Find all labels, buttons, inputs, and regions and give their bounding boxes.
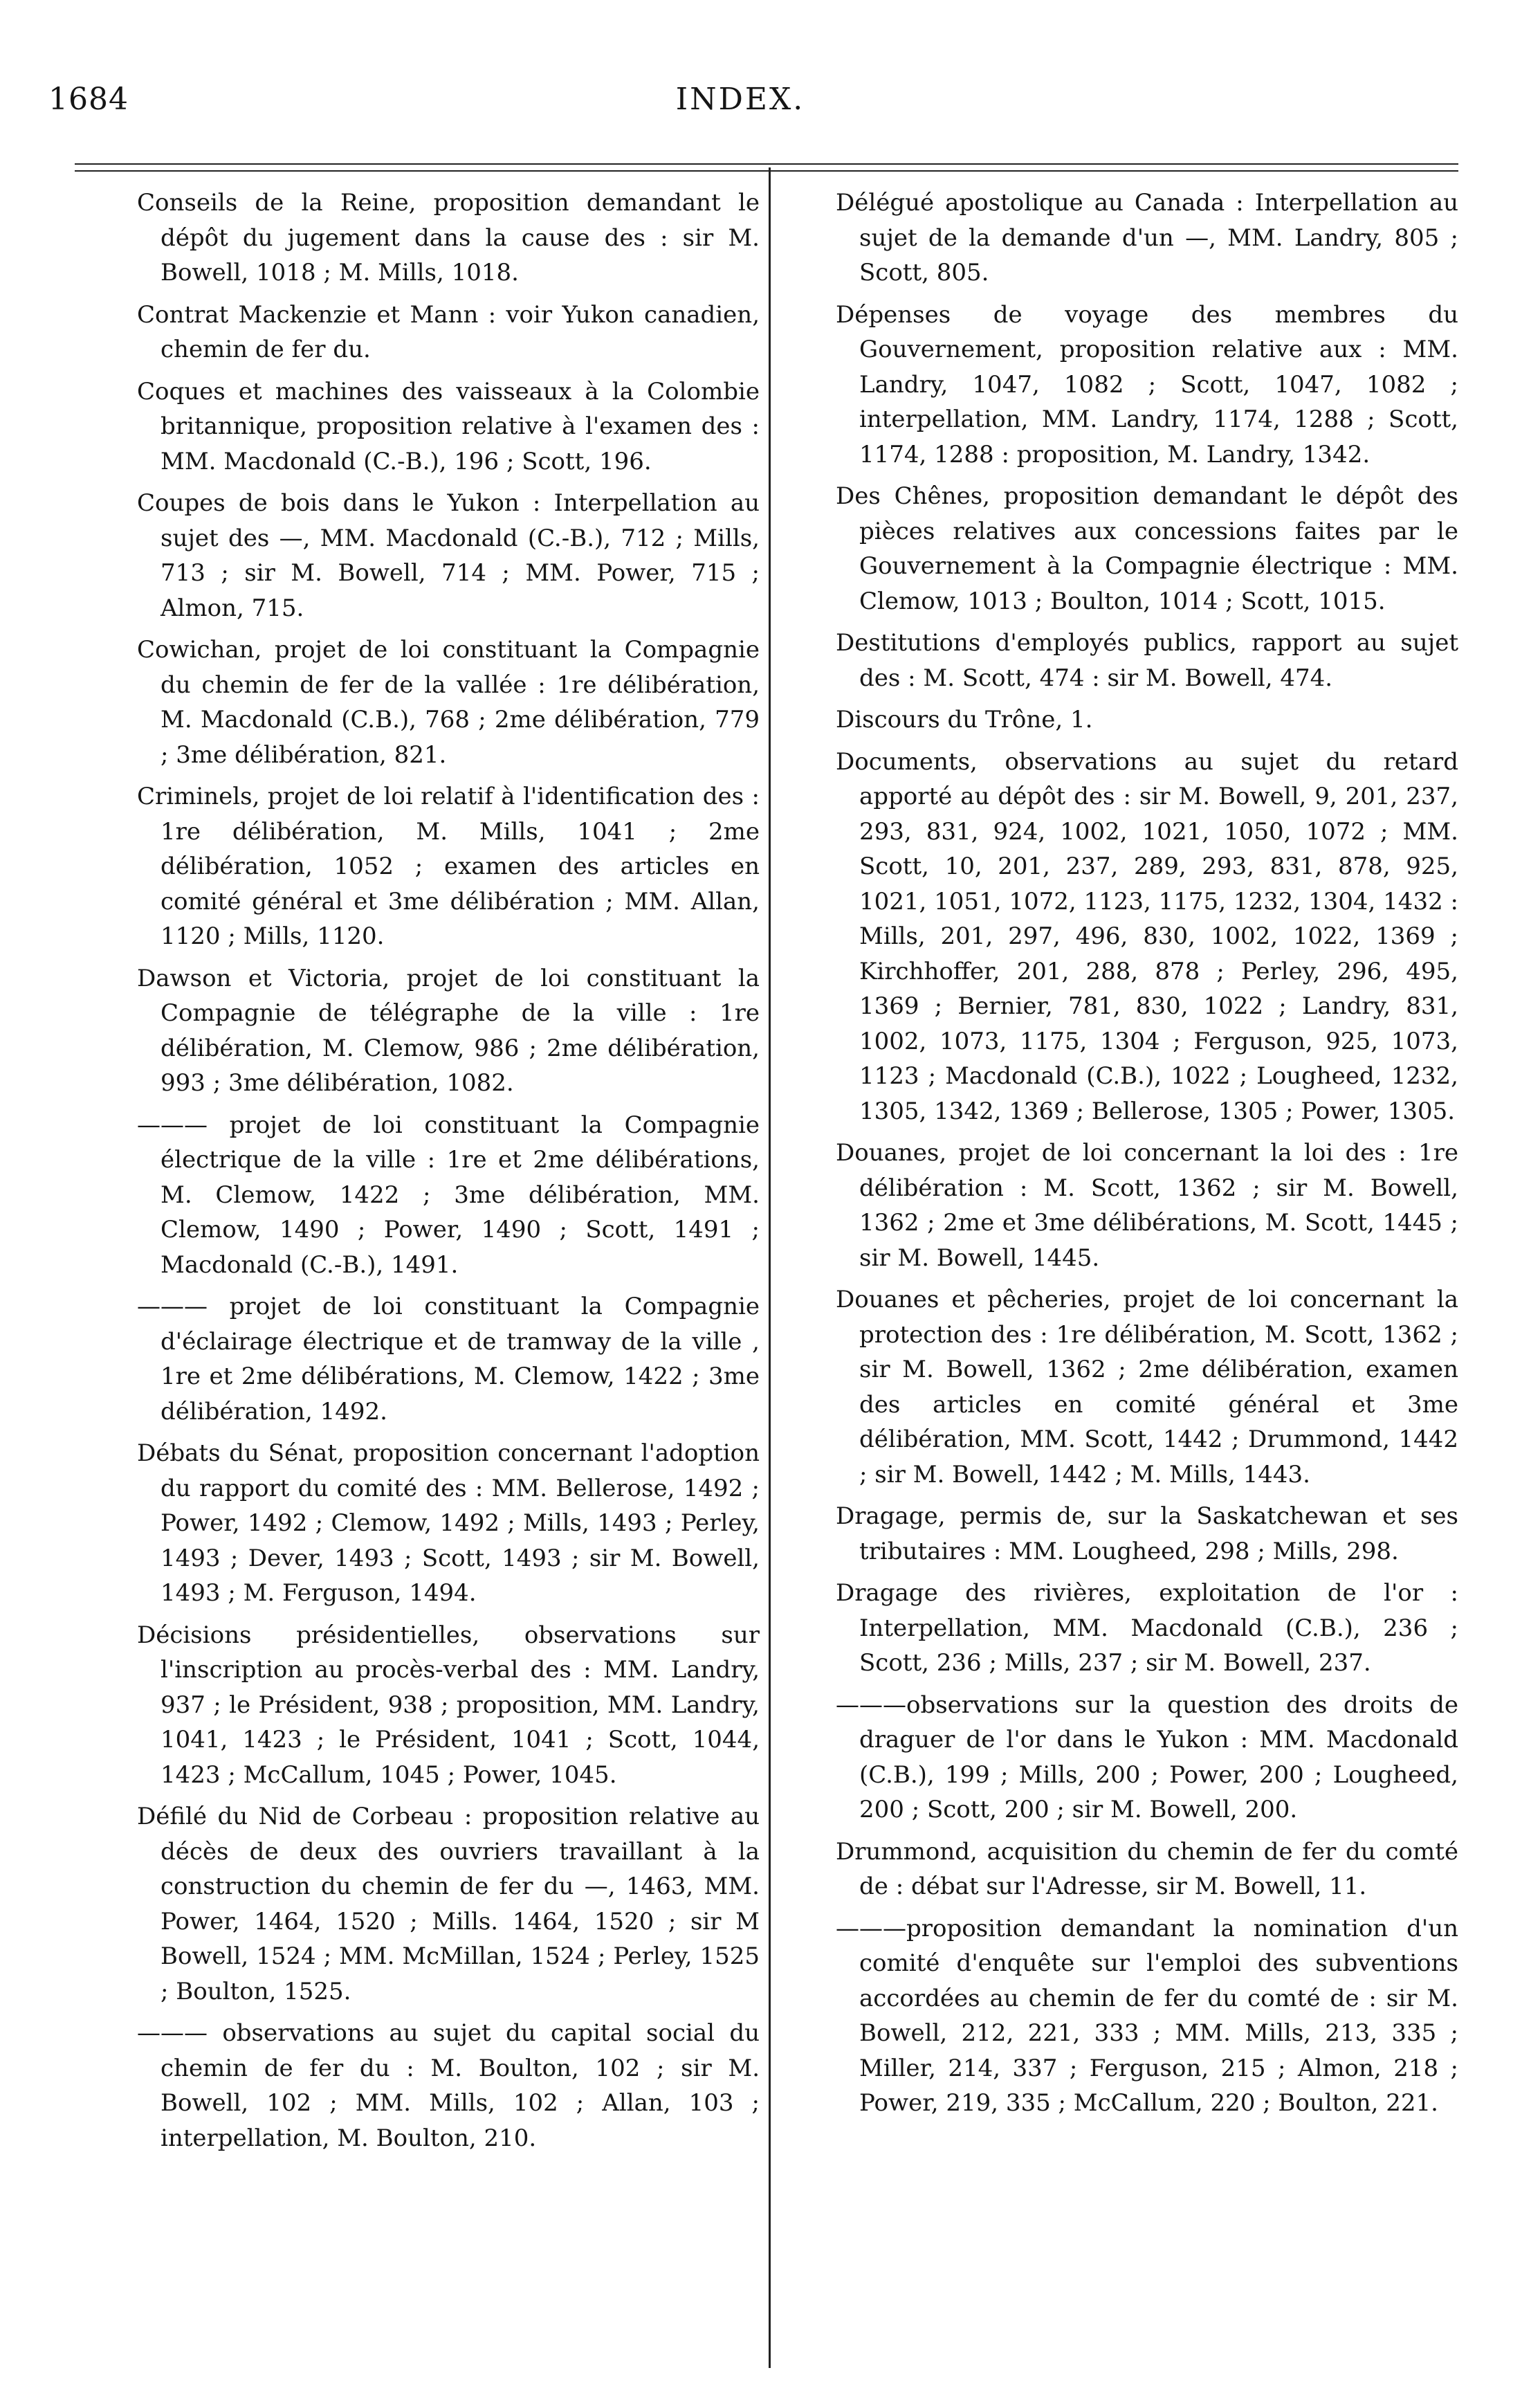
index-entry: Discours du Trône, 1. (836, 706, 1093, 734)
index-entry: Douanes, projet de loi concernant la loi des : 1re délibération : M. Scott, 1362 ; sir M. Bowell, 1362 ; 2me et 3me délibérations, M. Scott, 1445 ; sir M. Bowell, 1445. (836, 1139, 1458, 1272)
index-entry: Conseils de la Reine, proposition demandant le dépôt du jugement dans la cause des : sir M. Bowell, 1018 ; M. Mills, 1018. (137, 189, 760, 286)
index-entry: Criminels, projet de loi relatif à l'identification des : 1re délibération, M. Mills, 1041 ; 2me délibération, 1052 ; examen des articles en comité général et 3me délibération ; MM. Allan, 1120 ; Mills, 1120. (137, 783, 760, 950)
index-entry: Cowichan, projet de loi constituant la Compagnie du chemin de fer de la vallée : 1re délibération, M. Macdonald (C.B.), 768 ; 2me délibération, 779 ; 3me délibération, 821. (137, 636, 760, 769)
page-title: INDEX. (675, 82, 805, 117)
index-entry: Coques et machines des vaisseaux à la Colombie britannique, proposition relative à l'examen des : MM. Macdonald (C.-B.), 196 ; Scott, 196. (137, 377, 760, 475)
left-column (137, 185, 760, 2162)
index-entry: Dépenses de voyage des membres du Gouvernement, proposition relative aux : MM. Landry, 1047, 1082 ; Scott, 1047, 1082 ; interpellation, MM. Landry, 1174, 1288 ; Scott, 1174, 1288 : proposition, M. Landry, 1342. (836, 300, 1458, 468)
index-entry: Destitutions d'employés publics, rapport au sujet des : M. Scott, 474 : sir M. Bowell, 474. (836, 629, 1458, 692)
index-subentry: ——— projet de loi constituant la Compagnie d'éclairage électrique et de tramway de la ville , 1re et 2me délibérations, M. Clemow, 1422 ; 3me délibération, 1492. (137, 1293, 760, 1426)
index-entry: Délégué apostolique au Canada : Interpellation au sujet de la demande d'un —, MM. Landry, 805 ; Scott, 805. (836, 189, 1458, 286)
index-entry: Contrat Mackenzie et Mann : voir Yukon canadien, chemin de fer du. (137, 300, 760, 363)
index-entry: Débats du Sénat, proposition concernant l'adoption du rapport du comité des : MM. Bellerose, 1492 ; Power, 1492 ; Clemow, 1492 ; Mills, 1493 ; Perley, 1493 ; Dever, 1493 ; Scott, 1493 ; sir M. Bowell, 1493 ; M. Ferguson, 1494. (137, 1439, 760, 1607)
page-header (48, 82, 1432, 130)
index-entry: Décisions présidentielles, observations sur l'inscription au procès-verbal des : MM. Landry, 937 ; le Président, 938 ; proposition, MM. Landry, 1041, 1423 ; le Président, 1041 ; Scott, 1044, 1423 ; McCallum, 1045 ; Power, 1045. (137, 1621, 760, 1789)
index-subentry: ———proposition demandant la nomination d'un comité d'enquête sur l'emploi des subventions accordées au chemin de fer du comté de : sir M. Bowell, 212, 221, 333 ; MM. Mills, 213, 335 ; Miller, 214, 337 ; Ferguson, 215 ; Almon, 218 ; Power, 219, 335 ; McCallum, 220 ; Boulton, 221. (836, 1914, 1458, 2117)
index-entry: Coupes de bois dans le Yukon : Interpellation au sujet des —, MM. Macdonald (C.-B.), 712 ; Mills, 713 ; sir M. Bowell, 714 ; MM. Power, 715 ; Almon, 715. (137, 489, 760, 622)
index-entry: Documents, observations au sujet du retard apporté au dépôt des : sir M. Bowell, 9, 201, 237, 293, 831, 924, 1002, 1021, 1050, 1072 ; MM. Scott, 10, 201, 237, 289, 293, 831, 878, 925, 1021, 1051, 1072, 1123, 1175, 1232, 1304, 1432 : Mills, 201, 297, 496, 830, 1002, 1022, 1369 ; Kirchhoffer, 201, 288, 878 ; Perley, 296, 495, 1369 ; Bernier, 781, 830, 1022 ; Landry, 831, 1002, 1073, 1175, 1304 ; Ferguson, 925, 1073, 1123 ; Macdonald (C.B.), 1022 ; Lougheed, 1232, 1305, 1342, 1369 ; Bellerose, 1305 ; Power, 1305. (836, 747, 1458, 1125)
index-entry: Douanes et pêcheries, projet de loi concernant la protection des : 1re délibération, M. Scott, 1362 ; sir M. Bowell, 1362 ; 2me délibération, examen des articles en comité général et 3me délibération, MM. Scott, 1442 ; Drummond, 1442 ; sir M. Bowell, 1442 ; M. Mills, 1443. (836, 1286, 1458, 1488)
index-subentry: ——— projet de loi constituant la Compagnie électrique de la ville : 1re et 2me délibérations, M. Clemow, 1422 ; 3me délibération, MM. Clemow, 1490 ; Power, 1490 ; Scott, 1491 ; Macdonald (C.-B.), 1491. (137, 1111, 760, 1279)
index-entry: Dawson et Victoria, projet de loi constituant la Compagnie de télégraphe de la ville : 1re délibération, M. Clemow, 986 ; 2me délibération, 993 ; 3me délibération, 1082. (137, 964, 760, 1097)
header-rule-top (75, 163, 1458, 165)
index-entry: Drummond, acquisition du chemin de fer du comté de : débat sur l'Adresse, sir M. Bowell, 11. (836, 1837, 1458, 1900)
index-entry: Dragage, permis de, sur la Saskatchewan et ses tributaires : MM. Lougheed, 298 ; Mills, 298. (836, 1502, 1458, 1565)
right-column (836, 185, 1458, 2128)
index-entry: Des Chênes, proposition demandant le dépôt des pièces relatives aux concessions faites par le Gouvernement à la Compagnie électrique : MM. Clemow, 1013 ; Boulton, 1014 ; Scott, 1015. (836, 482, 1458, 615)
column-divider (769, 167, 771, 2368)
index-entry: Défilé du Nid de Corbeau : proposition relative au décès de deux des ouvriers travaillant à la construction du chemin de fer du —, 1463, MM. Power, 1464, 1520 ; Mills. 1464, 1520 ; sir M Bowell, 1524 ; MM. McMillan, 1524 ; Perley, 1525 ; Boulton, 1525. (137, 1803, 760, 2005)
index-entry: Dragage des rivières, exploitation de l'or : Interpellation, MM. Macdonald (C.B.), 236 ; Scott, 236 ; Mills, 237 ; sir M. Bowell, 237. (836, 1579, 1458, 1677)
header-rule-bottom (75, 170, 1458, 172)
index-subentry: ——— observations au sujet du capital social du chemin de fer du : M. Boulton, 102 ; sir M. Bowell, 102 ; MM. Mills, 102 ; Allan, 103 ; interpellation, M. Boulton, 210. (137, 2019, 760, 2152)
page-number: 1684 (48, 82, 129, 117)
index-subentry: ———observations sur la question des droits de draguer de l'or dans le Yukon : MM. Macdonald (C.B.), 199 ; Mills, 200 ; Power, 200 ; Lougheed, 200 ; Scott, 200 ; sir M. Bowell, 200. (836, 1691, 1458, 1823)
